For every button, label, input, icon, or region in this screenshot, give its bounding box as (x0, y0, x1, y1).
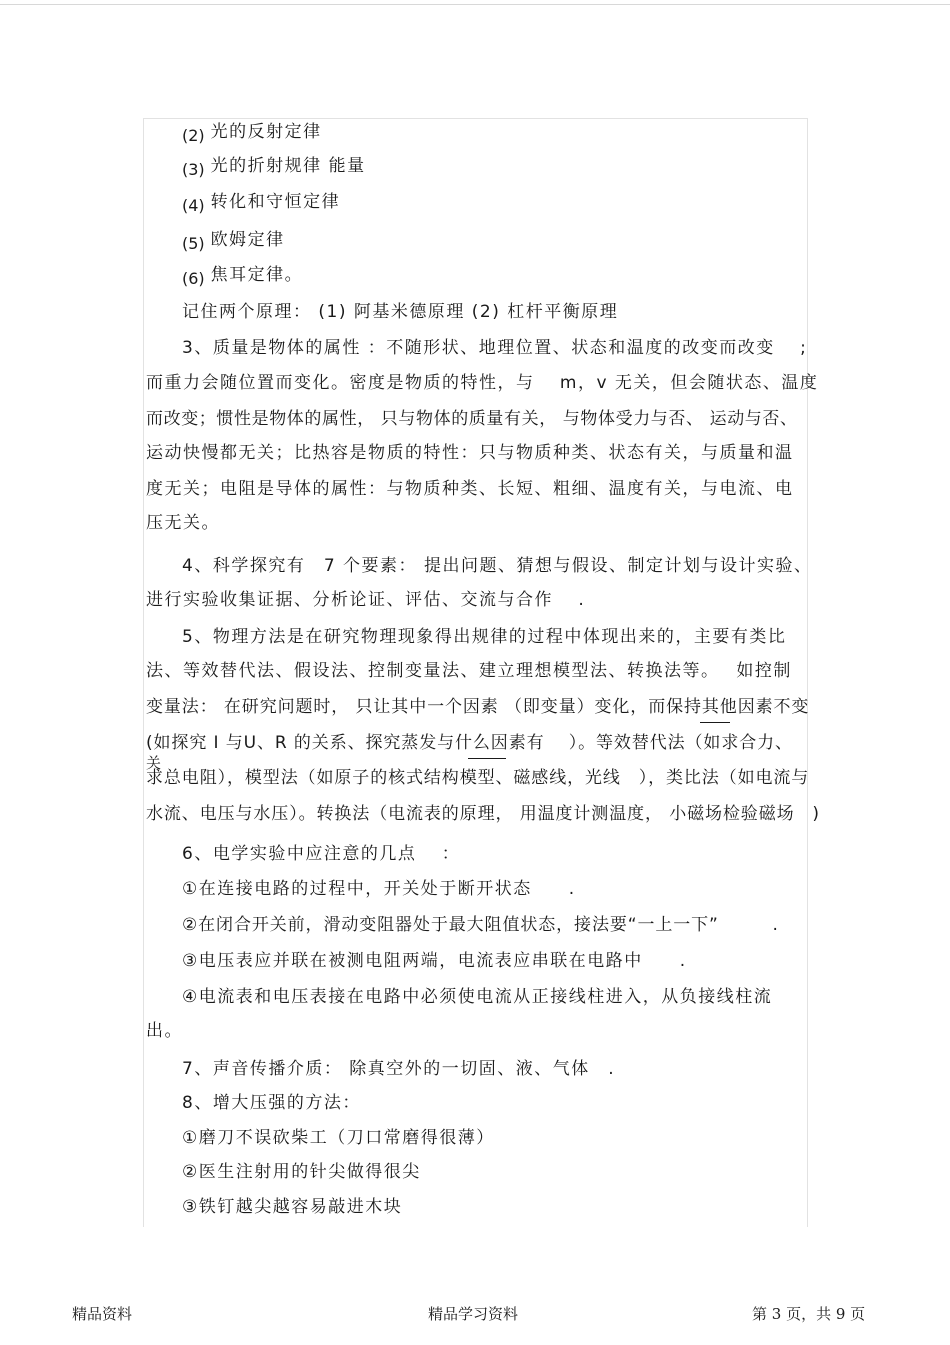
paragraph-line: 7、声音传播介质： 除真空外的一切固、液、气体 . (182, 1059, 616, 1079)
list-item: (5) 欧姆定律 (182, 230, 285, 253)
list-item: (2) 光的反射定律 (182, 122, 322, 145)
underline-mark (700, 722, 730, 723)
paragraph-line: ②在闭合开关前，滑动变阻器处于最大阻值状态，接法要“一上一下” . (182, 915, 779, 935)
paragraph-line: 6、电学实验中应注意的几点 ： (182, 844, 461, 864)
list-item: (3) 光的折射规律 能量 (182, 156, 366, 179)
paragraph-line: 而重力会随位置而变化。密度是物质的特性，与 m，v 无关，但会随状态、温度 (146, 373, 819, 393)
paragraph-line: ①磨刀不误砍柴工（刀口常磨得很薄） (182, 1128, 495, 1148)
list-item: (4) 转化和守恒定律 (182, 192, 341, 215)
top-rule (0, 4, 950, 5)
principles-line: 记住两个原理： (1) 阿基米德原理 (2) 杠杆平衡原理 (182, 302, 619, 322)
paragraph-line: 3、质量是物体的属性 ：不随形状、地理位置、状态和温度的改变而改变 ; (182, 338, 808, 358)
paragraph-line: ③电压表应并联在被测电阻两端，电流表应串联在电路中 . (182, 951, 687, 971)
paragraph-line: 进行实验收集证据、分析论证、评估、交流与合作 . (146, 590, 586, 610)
paragraph-line: 度无关；电阻是导体的属性：与物质种类、长短、粗细、温度有关，与电流、电 (146, 479, 794, 499)
paragraph-line: 运动快慢都无关；比热容是物质的特性：只与物质种类、状态有关，与质量和温 (146, 443, 794, 463)
paragraph-line: (如探究 I 与U、R 的关系、探究蒸发与什么因素有 ）。等效替代法（如求合力、 (146, 733, 793, 753)
stray-character: 关 (146, 754, 162, 772)
page-number: 第 3 页，共 9 页 (752, 1305, 866, 1323)
footer-center: 精品学习资料 (428, 1305, 519, 1323)
list-item: (6) 焦耳定律。 (182, 265, 304, 288)
paragraph-line: 法、等效替代法、假设法、控制变量法、建立理想模型法、转换法等。 如控制 (146, 661, 792, 681)
paragraph-line: 出。 (146, 1021, 183, 1041)
paragraph-line: 4、科学探究有 7 个要素： 提出问题、猜想与假设、制定计划与设计实验、 (182, 556, 813, 576)
paragraph-line: 水流、电压与水压）。转换法（电流表的原理， 用温度计测温度， 小磁场检验磁场 ) (146, 804, 820, 824)
paragraph-line: ④电流表和电压表接在电路中必须使电流从正接线柱进入，从负接线柱流 (182, 987, 773, 1007)
paragraph-line: ③铁钉越尖越容易敲进木块 (182, 1197, 403, 1217)
underline-mark (468, 758, 506, 759)
paragraph-line: 变量法： 在研究问题时， 只让其中一个因素 （即变量）变化，而保持其他因素不变 (146, 697, 810, 717)
paragraph-line: 压无关。 (146, 513, 220, 533)
paragraph-line: 而改变；惯性是物体的属性， 只与物体的质量有关， 与物体受力与否、 运动与否、 (146, 409, 798, 429)
paragraph-line: ②医生注射用的针尖做得很尖 (182, 1162, 421, 1182)
paragraph-line: 8、增大压强的方法： (182, 1093, 361, 1113)
paragraph-line: 5、物理方法是在研究物理现象得出规律的过程中体现出来的，主要有类比 (182, 627, 787, 647)
paragraph-line: 求总电阻），模型法（如原子的核式结构模型、磁感线，光线 ），类比法（如电流与 (146, 768, 810, 788)
paragraph-line: ①在连接电路的过程中，开关处于断开状态 . (182, 879, 576, 899)
footer-left: 精品资料 (72, 1305, 133, 1323)
